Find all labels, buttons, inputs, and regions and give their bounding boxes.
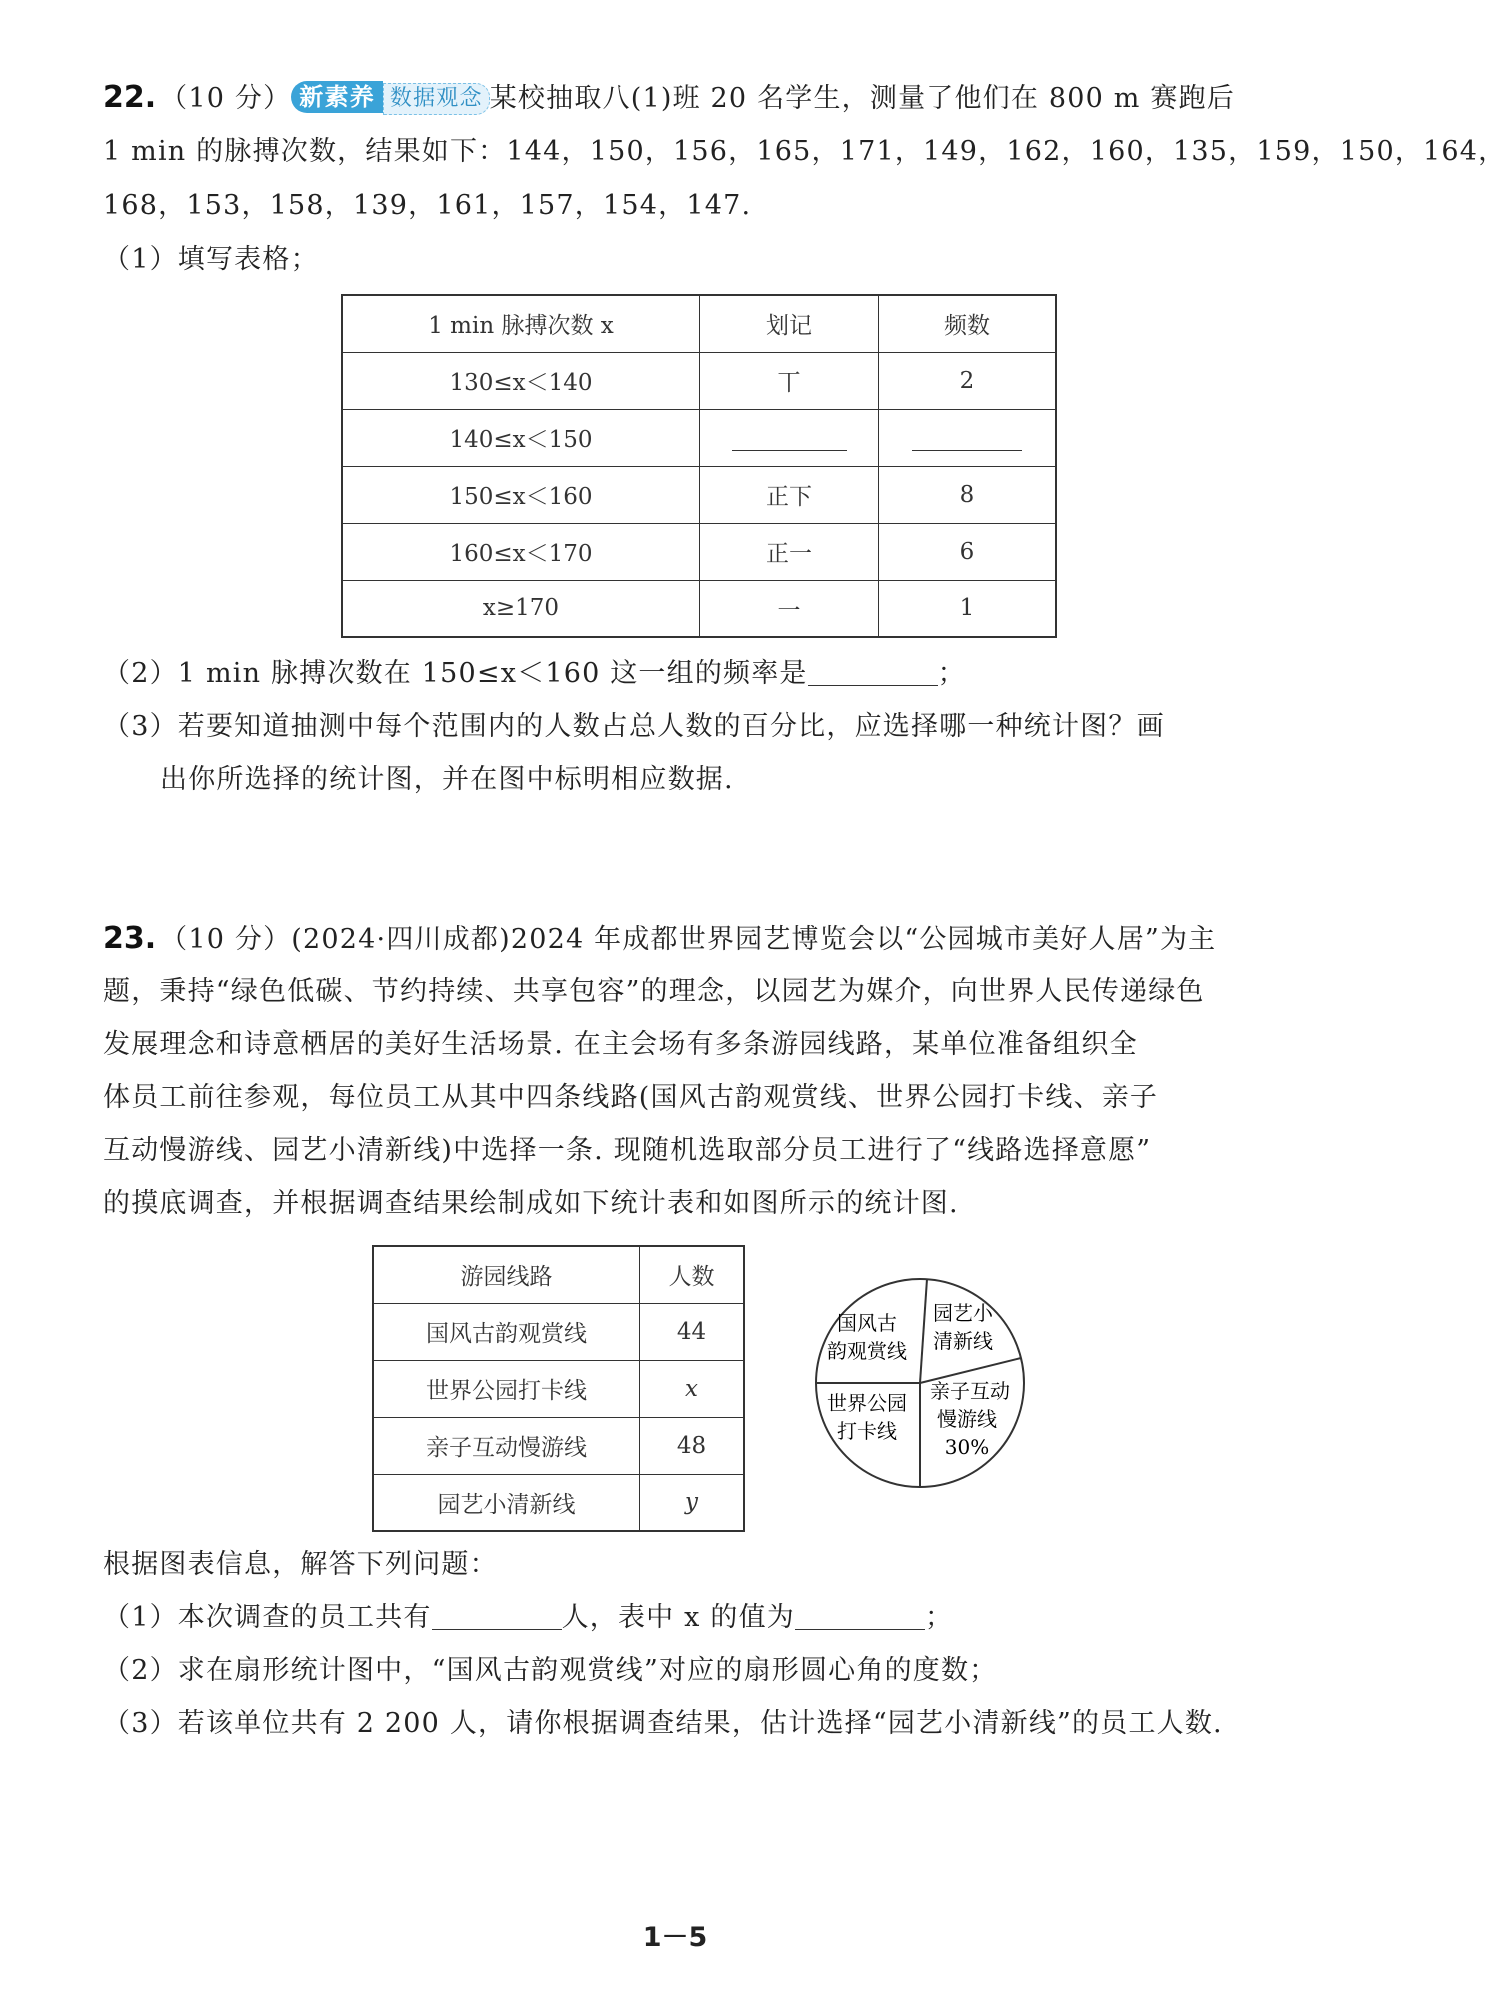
q22-number: 22. bbox=[103, 80, 157, 115]
q22-text-line3: 168，153，158，139，161，157，154，147. bbox=[103, 190, 752, 221]
q23-cell-route: 亲子互动慢游线 bbox=[373, 1417, 640, 1474]
q22-cell-frequency: 8 bbox=[879, 466, 1057, 523]
data-concept-badge: 数据观念 bbox=[383, 83, 490, 115]
q22-header-frequency: 频数 bbox=[879, 295, 1057, 352]
q22-cell-range: 140≤x＜150 bbox=[342, 409, 700, 466]
table-row bbox=[342, 409, 1056, 466]
q22-cell-frequency-blank bbox=[879, 409, 1057, 466]
page-number: 1－5 bbox=[642, 1922, 708, 1953]
q22-cell-tally: 一 bbox=[700, 580, 879, 637]
pie-label-yuanyi-2: 清新线 bbox=[933, 1329, 993, 1353]
q22-part3-line2: 出你所选择的统计图，并在图中标明相应数据. bbox=[160, 764, 734, 795]
q22-text-line2: 1 min 的脉搏次数，结果如下：144，150，156，165，171，149，162，160，135，159，150，164， bbox=[103, 136, 1506, 167]
q22-cell-frequency: 2 bbox=[879, 352, 1057, 409]
q23-text-line6: 的摸底调查，并根据调查结果绘制成如下统计表和如图所示的统计图. bbox=[103, 1188, 959, 1219]
table-row bbox=[342, 352, 1056, 409]
q22-cell-frequency: 6 bbox=[879, 523, 1057, 580]
answer-blank[interactable] bbox=[795, 1601, 925, 1630]
q22-frequency-table bbox=[341, 294, 1057, 638]
table-row bbox=[373, 1474, 744, 1531]
pie-label-qinzi-1: 亲子互动 bbox=[930, 1379, 1010, 1403]
pie-label-yuanyi-1: 园艺小 bbox=[933, 1301, 993, 1325]
q22-cell-tally: 正下 bbox=[700, 466, 879, 523]
q22-cell-tally: 丅 bbox=[700, 352, 879, 409]
q23-cell-route: 国风古韵观赏线 bbox=[373, 1303, 640, 1360]
q23-cell-count: y bbox=[640, 1474, 745, 1531]
q23-number: 23. bbox=[103, 921, 157, 956]
q23-text-line4: 体员工前往参观，每位员工从其中四条线路(国风古韵观赏线、世界公园打卡线、亲子 bbox=[103, 1082, 1159, 1113]
q22-part1: （1）填写表格； bbox=[103, 244, 319, 275]
pie-percent-label: 30% bbox=[944, 1435, 990, 1459]
new-literacy-badge: 新素养 bbox=[291, 81, 383, 113]
table-row bbox=[373, 1417, 744, 1474]
q23-route-table bbox=[372, 1245, 745, 1532]
table-row bbox=[373, 1360, 744, 1417]
q23-pie-chart bbox=[805, 1268, 1035, 1498]
answer-blank[interactable] bbox=[912, 422, 1022, 451]
q23-part1 bbox=[103, 1598, 953, 1638]
q23-text-line2: 题，秉持“绿色低碳、节约持续、共享包容”的理念，以园艺为媒介，向世界人民传递绿色 bbox=[103, 976, 1205, 1007]
q23-cell-count: 48 bbox=[640, 1417, 745, 1474]
table-row bbox=[342, 580, 1056, 637]
q23-cell-count: 44 bbox=[640, 1303, 745, 1360]
q22-cell-range: x≥170 bbox=[342, 580, 700, 637]
q23-line1 bbox=[103, 919, 1216, 960]
q22-cell-tally-blank bbox=[700, 409, 879, 466]
q22-cell-frequency: 1 bbox=[879, 580, 1057, 637]
q23-text-line5: 互动慢游线、园艺小清新线)中选择一条. 现随机选取部分员工进行了“线路选择意愿” bbox=[103, 1135, 1152, 1166]
q23-part1-text-a: （1）本次调查的员工共有 bbox=[103, 1602, 432, 1633]
table-row bbox=[373, 1303, 744, 1360]
q22-line1 bbox=[103, 78, 1235, 119]
q22-header-range: 1 min 脉搏次数 x bbox=[342, 295, 700, 352]
q22-cell-range: 130≤x＜140 bbox=[342, 352, 700, 409]
q23-part1-text-c: ； bbox=[924, 1602, 954, 1633]
q22-part2-text: （2）1 min 脉搏次数在 150≤x＜160 这一组的频率是 bbox=[103, 658, 808, 689]
q22-header-tally: 划记 bbox=[700, 295, 879, 352]
q22-points: （10 分） bbox=[160, 83, 292, 114]
pie-label-shijie-1: 世界公园 bbox=[827, 1391, 907, 1415]
q22-cell-range: 150≤x＜160 bbox=[342, 466, 700, 523]
q22-part2 bbox=[103, 654, 966, 694]
table-row bbox=[342, 466, 1056, 523]
pie-label-qinzi-2: 慢游线 bbox=[937, 1407, 997, 1431]
pie-label-guofeng-2: 韵观赏线 bbox=[827, 1339, 907, 1363]
q23-part1-text-b: 人，表中 x 的值为 bbox=[561, 1602, 795, 1633]
pie-label-guofeng-1: 国风古 bbox=[837, 1311, 897, 1335]
q23-cell-count: x bbox=[640, 1360, 745, 1417]
q23-header-count: 人数 bbox=[640, 1246, 745, 1303]
pie-divider bbox=[920, 1279, 927, 1383]
pie-label-shijie-2: 打卡线 bbox=[837, 1419, 897, 1443]
q23-part3: （3）若该单位共有 2 200 人，请你根据调查结果，估计选择“园艺小清新线”的员工人数. bbox=[103, 1708, 1223, 1739]
answer-blank[interactable] bbox=[432, 1601, 562, 1630]
q23-cell-route: 园艺小清新线 bbox=[373, 1474, 640, 1531]
q22-part2-end: ； bbox=[937, 658, 966, 689]
table-row bbox=[342, 523, 1056, 580]
answer-blank[interactable] bbox=[732, 422, 847, 451]
q23-text-line1: （10 分）(2024·四川成都)2024 年成都世界园艺博览会以“公园城市美好人居”为主 bbox=[160, 924, 1217, 955]
q23-intro: 根据图表信息，解答下列问题： bbox=[103, 1549, 498, 1580]
q22-text-line1: 某校抽取八(1)班 20 名学生，测量了他们在 800 m 赛跑后 bbox=[489, 83, 1235, 114]
q23-part2: （2）求在扇形统计图中，“国风古韵观赏线”对应的扇形圆心角的度数； bbox=[103, 1655, 998, 1686]
q22-cell-tally: 正一 bbox=[700, 523, 879, 580]
q22-part3-line1: （3）若要知道抽测中每个范围内的人数占总人数的百分比，应选择哪一种统计图？画 bbox=[103, 711, 1165, 742]
q23-header-route: 游园线路 bbox=[373, 1246, 640, 1303]
q23-text-line3: 发展理念和诗意栖居的美好生活场景. 在主会场有多条游园线路，某单位准备组织全 bbox=[103, 1029, 1138, 1060]
answer-blank[interactable] bbox=[808, 657, 938, 686]
q23-cell-route: 世界公园打卡线 bbox=[373, 1360, 640, 1417]
q22-cell-range: 160≤x＜170 bbox=[342, 523, 700, 580]
